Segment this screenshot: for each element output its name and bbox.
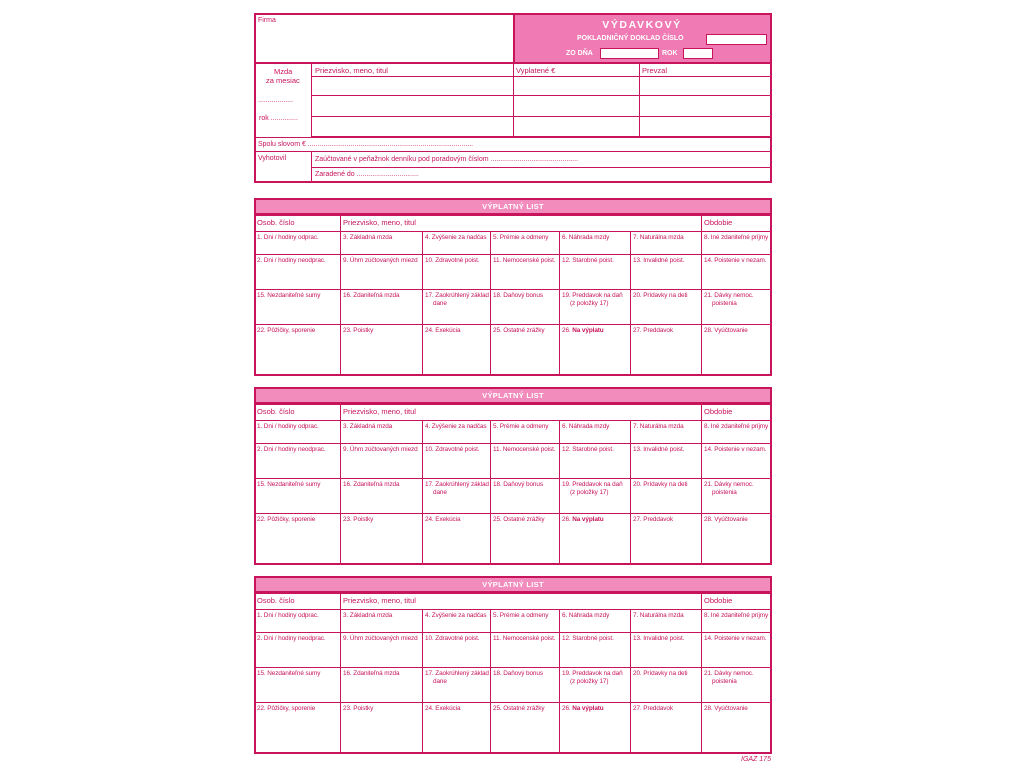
payslip-title: VÝPLATNÝ LIST <box>255 199 771 214</box>
firma-label: Firma <box>258 17 276 24</box>
year-field[interactable] <box>683 48 713 59</box>
cell-number: 25. <box>493 327 502 334</box>
date-label: ZO DŇA <box>566 50 593 57</box>
payslip-cell-label <box>493 327 545 335</box>
cell-text: Ostatné zrážky <box>503 705 545 712</box>
payslip-cell-label <box>425 327 460 335</box>
payslip-cell-label: 15. Nezdaniteľné sumy <box>257 481 321 488</box>
payslip-cell-label-line2: poistenia <box>712 489 737 496</box>
payslip-cell-label <box>343 327 373 335</box>
date-field[interactable] <box>600 48 659 59</box>
payslip-cell-label: 6. Náhrada mzdy <box>562 612 610 619</box>
payslip-cell-label: 21. Dávky nemoc. <box>704 292 754 299</box>
voucher-title-wrap <box>514 19 770 33</box>
cell-text: Exekúcia <box>435 516 461 523</box>
cell-number: 27. <box>633 327 642 334</box>
payslip-cell-label: 9. Úhrn zúčtovaných miezd <box>343 635 418 642</box>
payslip-cell-label <box>257 516 315 524</box>
cell-text: Poistky <box>353 705 374 712</box>
payslip-cell-label <box>704 705 748 713</box>
payslip-cell-label: 3. Základná mzda <box>343 612 393 619</box>
payslip-cell-label: 6. Náhrada mzdy <box>562 423 610 430</box>
payslip-cell-label <box>633 327 673 335</box>
payslip-title: VÝPLATNÝ LIST <box>255 388 771 403</box>
payslip-cell-label: 7. Naturálna mzda <box>633 234 684 241</box>
payslip-cell-label: 11. Nemocenské poist. <box>493 635 556 642</box>
cell-text: Na výplatu <box>572 327 604 334</box>
payslip-cell-label: 20. Prídavky na deti <box>633 670 688 677</box>
cell-number: 26. <box>562 516 571 523</box>
payslip-cell-label-line2: dane <box>433 678 447 685</box>
payslip-name-label: Priezvisko, meno, titul <box>343 218 416 227</box>
cell-number: 27. <box>633 705 642 712</box>
doc-number-field[interactable] <box>706 34 767 45</box>
obdobie-label: Obdobie <box>704 218 733 227</box>
cell-number: 28. <box>704 327 713 334</box>
payslip-cell-label: 8. Iné zdaniteľné príjmy <box>704 612 769 619</box>
cell-text: Vyúčtovanie <box>714 705 748 712</box>
payslip-cell-label: 3. Základná mzda <box>343 423 393 430</box>
payslip-cell-label: 3. Základná mzda <box>343 234 393 241</box>
payslip-cell-label: 17. Zaokrúhlený základ <box>425 670 489 677</box>
cell-text: Vyúčtovanie <box>714 516 748 523</box>
payslip-cell-label <box>633 705 673 713</box>
cell-number: 23. <box>343 516 352 523</box>
voucher-title: VÝDAVKOVÝ <box>602 19 682 31</box>
payslip-cell-label <box>257 705 315 713</box>
payslip-cell-label: 13. Invalidné poist. <box>633 446 685 453</box>
vyhotovil-label: Vyhotovil <box>258 155 287 162</box>
cell-text: Exekúcia <box>435 327 461 334</box>
payslip-cell-label <box>425 705 460 713</box>
col-name-header: Priezvisko, meno, titul <box>315 66 388 75</box>
payslip-cell-label-line2: (z položky 17) <box>570 489 609 496</box>
payslip-cell-label: 15. Nezdaniteľné sumy <box>257 670 321 677</box>
payslip-cell-label: 13. Invalidné poist. <box>633 257 685 264</box>
year-label: ROK <box>662 50 678 57</box>
cell-number: 24. <box>425 327 434 334</box>
cell-number: 23. <box>343 327 352 334</box>
payslip-cell-label: 10. Zdravotné poist. <box>425 446 480 453</box>
doc-number-label: POKLADNIČNÝ DOKLAD ČÍSLO <box>577 35 684 42</box>
payslip-cell-label <box>633 516 673 524</box>
cell-text: Poistky <box>353 327 374 334</box>
payslip-cell-label: 9. Úhrn zúčtovaných miezd <box>343 446 418 453</box>
payslip-cell-label: 2. Dni / hodiny neodprac. <box>257 446 326 453</box>
cell-number: 22. <box>257 327 266 334</box>
payslip-cell-label: 20. Prídavky na deti <box>633 481 688 488</box>
cell-number: 25. <box>493 516 502 523</box>
payslip-cell-label: 8. Iné zdaniteľné príjmy <box>704 423 769 430</box>
payslip-cell-label: 5. Prémie a odmeny <box>493 423 549 430</box>
osob-cislo-label: Osob. číslo <box>257 218 295 227</box>
payslip-cell-label: 18. Daňový bonus <box>493 292 543 299</box>
cell-text: Na výplatu <box>572 516 604 523</box>
payslip-cell-label <box>493 705 545 713</box>
zaradene-label[interactable]: Zaradené do ................................ <box>315 171 419 178</box>
cell-number: 24. <box>425 705 434 712</box>
payslip-cell-label: 14. Poistenie v nezam. <box>704 446 767 453</box>
payslip-cell-label: 12. Starobné poist. <box>562 635 614 642</box>
cell-text: Ostatné zrážky <box>503 516 545 523</box>
cell-number: 23. <box>343 705 352 712</box>
cell-number: 26. <box>562 327 571 334</box>
payslip-cell-label <box>704 327 748 335</box>
payslip-cell-label: 1. Dni / hodiny odprac. <box>257 234 319 241</box>
cell-text: Exekúcia <box>435 705 461 712</box>
payslip-cell-label: 19. Preddavok na daň <box>562 292 623 299</box>
payslip-cell-label-line2: dane <box>433 489 447 496</box>
cell-text: Na výplatu <box>572 705 604 712</box>
payslip-cell-label: 2. Dni / hodiny neodprac. <box>257 257 326 264</box>
cell-number: 26. <box>562 705 571 712</box>
cell-text: Pôžičky, sporenie <box>267 516 316 523</box>
cell-text: Vyúčtovanie <box>714 327 748 334</box>
payslip-cell-label: 11. Nemocenské poist. <box>493 257 556 264</box>
payslip-block <box>254 576 772 754</box>
payslip-cell-label: 21. Dávky nemoc. <box>704 481 754 488</box>
payslip-cell-label: 10. Zdravotné poist. <box>425 257 480 264</box>
obdobie-label: Obdobie <box>704 407 733 416</box>
payslip-cell-label: 5. Prémie a odmeny <box>493 234 549 241</box>
payslip-name-label: Priezvisko, meno, titul <box>343 596 416 605</box>
payslip-cell-label: 10. Zdravotné poist. <box>425 635 480 642</box>
payslip-cell-label: 16. Zdaniteľná mzda <box>343 292 400 299</box>
payslip-cell-label: 21. Dávky nemoc. <box>704 670 754 677</box>
payslip-cell-label: 19. Preddavok na daň <box>562 670 623 677</box>
obdobie-label: Obdobie <box>704 596 733 605</box>
payslip-cell-label: 14. Poistenie v nezam. <box>704 257 767 264</box>
cell-number: 28. <box>704 705 713 712</box>
payslip-cell-label <box>562 327 604 335</box>
payslip-name-label: Priezvisko, meno, titul <box>343 407 416 416</box>
cell-number: 27. <box>633 516 642 523</box>
payslip-cell-label: 13. Invalidné poist. <box>633 635 685 642</box>
payslip-cell-label: 14. Poistenie v nezam. <box>704 635 767 642</box>
cell-number: 25. <box>493 705 502 712</box>
payslip-cell-label <box>493 516 545 524</box>
payslip-cell-label: 4. Zvýšenie za nadčas <box>425 234 487 241</box>
payslip-cell-label: 4. Zvýšenie za nadčas <box>425 612 487 619</box>
payslip-cell-label: 12. Starobné poist. <box>562 446 614 453</box>
cell-text: Preddavok <box>643 516 673 523</box>
cell-number: 28. <box>704 516 713 523</box>
payslip-cell-label: 18. Daňový bonus <box>493 481 543 488</box>
cell-number: 22. <box>257 705 266 712</box>
form-code: IGAZ 175 <box>741 756 771 763</box>
cell-text: Preddavok <box>643 327 673 334</box>
month-dots[interactable]: .................. <box>258 97 294 104</box>
payslip-cell-label <box>425 516 460 524</box>
payslip-cell-label: 9. Úhrn zúčtovaných miezd <box>343 257 418 264</box>
payslip-title: VÝPLATNÝ LIST <box>255 577 771 592</box>
cell-text: Preddavok <box>643 705 673 712</box>
payslip-cell-label: 5. Prémie a odmeny <box>493 612 549 619</box>
payslip-cell-label <box>257 327 315 335</box>
payslip-cell-label: 18. Daňový bonus <box>493 670 543 677</box>
payslip-cell-label: 17. Zaokrúhlený základ <box>425 481 489 488</box>
payslip-cell-label-line2: dane <box>433 300 447 307</box>
osob-cislo-label: Osob. číslo <box>257 407 295 416</box>
mzda-month-label: za mesiac <box>266 76 300 85</box>
payslip-cell-label: 7. Naturálna mzda <box>633 612 684 619</box>
payslip-cell-label <box>704 516 748 524</box>
cell-text: Poistky <box>353 516 374 523</box>
payslip-cell-label: 20. Prídavky na deti <box>633 292 688 299</box>
payslip-cell-label: 15. Nezdaniteľné sumy <box>257 292 321 299</box>
payslip-cell-label-line2: (z položky 17) <box>570 678 609 685</box>
payslip-cell-label: 16. Zdaniteľná mzda <box>343 670 400 677</box>
payslip-cell-label-line2: poistenia <box>712 678 737 685</box>
mzda-label: Mzda <box>274 67 293 76</box>
payslip-cell-label: 11. Nemocenské poist. <box>493 446 556 453</box>
payslip-cell-label <box>343 516 373 524</box>
payslip-cell-label <box>562 516 604 524</box>
payslip-cell-label: 17. Zaokrúhlený základ <box>425 292 489 299</box>
payslip-cell-label-line2: poistenia <box>712 300 737 307</box>
cell-text: Pôžičky, sporenie <box>267 327 316 334</box>
payslip-block <box>254 198 772 376</box>
payslip-cell-label: 6. Náhrada mzdy <box>562 234 610 241</box>
payslip-cell-label-line2: (z položky 17) <box>570 300 609 307</box>
cell-number: 22. <box>257 516 266 523</box>
payslip-cell-label: 4. Zvýšenie za nadčas <box>425 423 487 430</box>
payslip-cell-label: 1. Dni / hodiny odprac. <box>257 612 319 619</box>
payslip-cell-label: 1. Dni / hodiny odprac. <box>257 423 319 430</box>
payslip-cell-label: 2. Dni / hodiny neodprac. <box>257 635 326 642</box>
payslip-cell-label: 16. Zdaniteľná mzda <box>343 481 400 488</box>
payslip-cell-label: 8. Iné zdaniteľné príjmy <box>704 234 769 241</box>
payslip-cell-label: 12. Starobné poist. <box>562 257 614 264</box>
zauctovane-label[interactable]: Zaúčtované v peňažnok denníku pod poradovým číslom ............................................. <box>315 156 579 163</box>
payslip-cell-label: 19. Preddavok na daň <box>562 481 623 488</box>
osob-cislo-label: Osob. číslo <box>257 596 295 605</box>
cell-text: Ostatné zrážky <box>503 327 545 334</box>
payslip-cell-label <box>343 705 373 713</box>
payslip-block <box>254 387 772 565</box>
cell-number: 24. <box>425 516 434 523</box>
payslip-cell-label <box>562 705 604 713</box>
rok-label[interactable]: rok .............. <box>259 115 298 122</box>
spolu-slovom-label[interactable]: Spolu slovom € ..................................................................................... <box>258 141 474 148</box>
col-received-header: Prevzal <box>642 66 668 75</box>
cell-text: Pôžičky, sporenie <box>267 705 316 712</box>
payslip-cell-label: 7. Naturálna mzda <box>633 423 684 430</box>
col-paid-header: Vyplatené € <box>516 66 556 75</box>
